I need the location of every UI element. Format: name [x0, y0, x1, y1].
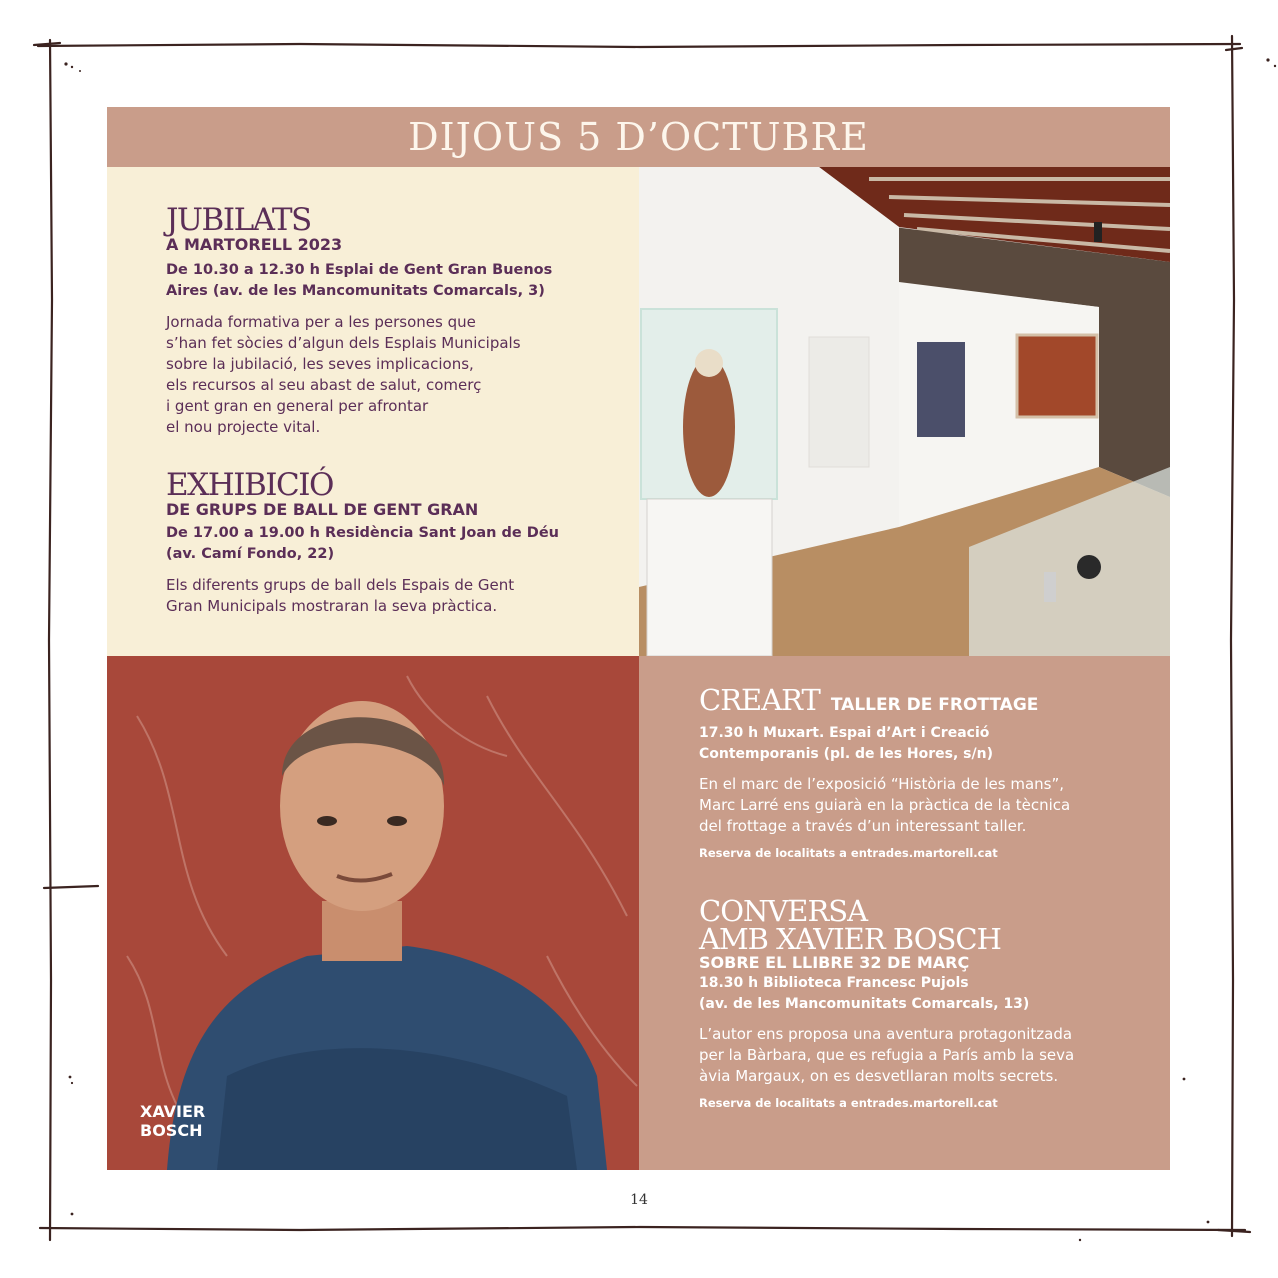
creart-body-line: Marc Larré ens guiarà en la pràctica de la tècnica [699, 796, 1071, 814]
exhibicio-info-line: (av. Camí Fondo, 22) [166, 546, 335, 562]
caption-line: BOSCH [140, 1121, 203, 1140]
creart-info-line: Contemporanis (pl. de les Hores, s/n) [699, 746, 993, 762]
jubilats-body-line: Jornada formativa per a les persones que [166, 313, 476, 331]
creart-body-line: del frottage a través d’un interessant taller. [699, 817, 1027, 835]
event-jubilats [166, 202, 626, 438]
jubilats-body-line: el nou projecte vital. [166, 418, 321, 436]
jubilats-body-line: sobre la jubilació, les seves implicacions, [166, 355, 474, 373]
museum-illustration [639, 167, 1170, 656]
museum-photo [639, 167, 1170, 656]
jubilats-info-line: Aires (av. de les Mancomunitats Comarcals, 3) [166, 283, 545, 299]
jubilats-body-line: s’han fet sòcies d’algun dels Esplais Municipals [166, 334, 521, 352]
jubilats-info-line: De 10.30 a 12.30 h Esplai de Gent Gran Buenos [166, 262, 553, 278]
exhibicio-subtitle: DE GRUPS DE BALL DE GENT GRAN [166, 500, 479, 519]
jubilats-title: JUBILATS [166, 202, 311, 238]
date-title: DIJOUS 5 D’OCTUBRE [408, 115, 869, 159]
date-header [107, 107, 1170, 167]
creart-reserve-link[interactable]: Reserva de localitats a entrades.martorell.cat [699, 846, 998, 860]
event-exhibicio [166, 467, 626, 617]
event-creart [699, 683, 1159, 860]
xavier-bosch-photo [107, 656, 639, 1170]
creart-title: CREART [699, 683, 820, 717]
conversa-body-line: L’autor ens proposa una aventura protagonitzada [699, 1025, 1073, 1043]
event-conversa [699, 894, 1159, 1110]
rose-panel [639, 656, 1170, 1170]
exhibicio-body-line: Els diferents grups de ball dels Espais de Gent [166, 576, 515, 594]
jubilats-subtitle: A MARTORELL 2023 [166, 235, 343, 254]
exhibicio-body-line: Gran Municipals mostraran la seva pràctica. [166, 597, 498, 615]
exhibicio-title: EXHIBICIÓ [166, 467, 333, 503]
conversa-info-line: (av. de les Mancomunitats Comarcals, 13) [699, 996, 1030, 1012]
conversa-body-line: per la Bàrbara, que es refugia a París amb la seva [699, 1046, 1075, 1064]
caption-line: XAVIER [140, 1102, 206, 1121]
jubilats-body-line: i gent gran en general per afrontar [166, 397, 429, 415]
conversa-title-line: CONVERSA [699, 894, 868, 928]
portrait-illustration [107, 656, 639, 1170]
cream-panel [107, 167, 639, 656]
creart-info-line: 17.30 h Muxart. Espai d’Art i Creació [699, 725, 990, 741]
page-number: 14 [630, 1192, 648, 1208]
creart-title-suffix: TALLER DE FROTTAGE [830, 695, 1039, 715]
conversa-body-line: àvia Margaux, on es desvetllaran molts secrets. [699, 1067, 1059, 1085]
conversa-reserve-link[interactable]: Reserva de localitats a entrades.martorell.cat [699, 1096, 998, 1110]
photo-caption [140, 1102, 205, 1140]
conversa-subtitle: SOBRE EL LLIBRE 32 DE MARÇ [699, 953, 970, 972]
jubilats-body-line: els recursos al seu abast de salut, comerç [166, 376, 482, 394]
conversa-info-line: 18.30 h Biblioteca Francesc Pujols [699, 975, 969, 991]
exhibicio-info-line: De 17.00 a 19.00 h Residència Sant Joan de Déu [166, 525, 559, 541]
creart-body-line: En el marc de l’exposició “Història de les mans”, [699, 775, 1064, 793]
conversa-title-line: AMB XAVIER BOSCH [699, 922, 1001, 956]
